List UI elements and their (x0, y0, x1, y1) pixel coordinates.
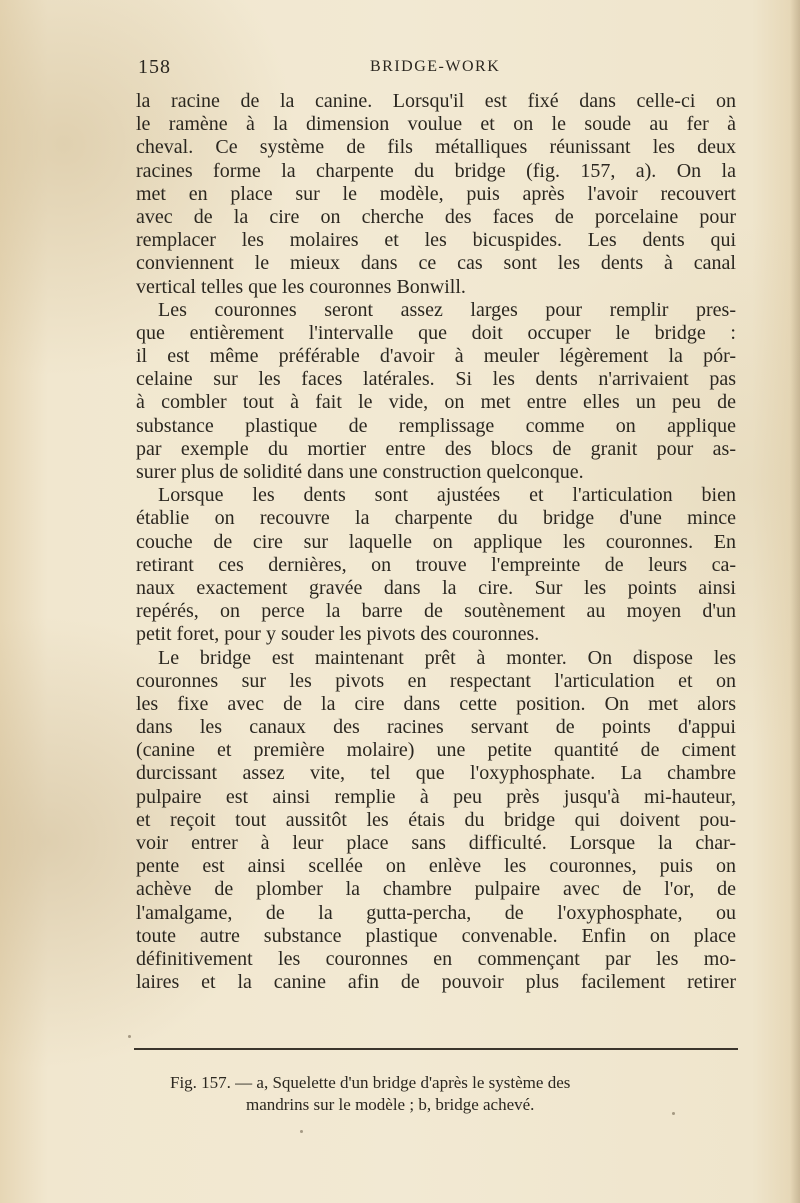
text-line: repérés, on perce la barre de soutènement au moyen d'un (136, 600, 736, 623)
text-line: surer plus de solidité dans une construction quelconque. (136, 461, 584, 483)
text-line: Les couronnes seront assez larges pour remplir pres- (158, 298, 736, 321)
text-line: retirant ces dernières, on trouve l'empreinte de leurs ca- (136, 553, 736, 576)
text-line: dans les canaux des racines servant de points d'appui (136, 716, 736, 739)
caption-line: mandrins sur le modèle ; b, bridge achevé. (246, 1095, 535, 1114)
text-line: couche de cire sur laquelle on applique les couronnes. En (136, 530, 736, 553)
text-line: vertical telles que les couronnes Bonwill. (136, 275, 466, 298)
text-line: durcissant assez vite, tel que l'oxyphosphate. La chambre (136, 762, 736, 785)
text-line: et reçoit tout aussitôt les étais du bridge qui doivent pou- (136, 808, 736, 831)
text-line: établie on recouvre la charpente du bridge d'une mince (136, 507, 736, 530)
paper-speck (300, 1130, 303, 1133)
text-line: laires et la canine afin de pouvoir plus facilement retirer (136, 971, 736, 994)
text-line: pulpaire est ainsi remplie à peu près jusqu'à mi-hauteur, (136, 785, 736, 808)
text-line: achève de plomber la chambre pulpaire avec de l'or, de (136, 878, 736, 901)
text-line: voir entrer à leur place sans difficulté. Lorsque la char- (136, 832, 736, 854)
text-line: naux exactement gravée dans la cire. Sur les points ainsi (136, 576, 736, 599)
page-edge-shadow (790, 0, 800, 1203)
text-line: par exemple du mortier entre des blocs de granit pour as- (136, 437, 736, 460)
text-line: substance plastique de remplissage comme on applique (136, 414, 736, 437)
text-line: couronnes sur les pivots en respectant l'articulation et on (136, 669, 736, 692)
caption-line: Fig. 157. — a, Squelette d'un bridge d'après le système des (170, 1073, 571, 1092)
text-line: conviennent le mieux dans ce cas sont les dents à canal (136, 252, 736, 275)
text-line: cheval. Ce système de fils métalliques réunissant les deux (136, 136, 736, 159)
running-head: BRIDGE-WORK (370, 58, 501, 75)
text-line: Le bridge est maintenant prêt à monter. On dispose les (158, 646, 736, 669)
paper-speck (672, 1112, 675, 1115)
body-text (136, 90, 736, 994)
text-line: définitivement les couronnes en commençant par les mo- (136, 947, 736, 970)
text-line: remplacer les molaires et les bicuspides. Les dents qui (136, 229, 736, 252)
text-line: le ramène à la dimension voulue et on le soude au fer à (136, 113, 736, 136)
text-line: l'amalgame, de la gutta-percha, de l'oxyphosphate, ou (136, 901, 736, 924)
text-line: toute autre substance plastique convenable. Enfin on place (136, 924, 736, 947)
text-line: pente est ainsi scellée on enlève les couronnes, puis on (136, 855, 736, 878)
text-line: met en place sur le modèle, puis après l'avoir recouvert (136, 182, 736, 205)
text-line: celaine sur les faces latérales. Si les dents n'arrivaient pas (136, 368, 736, 391)
text-line: petit foret, pour y souder les pivots des couronnes. (136, 623, 540, 646)
figure-rule (134, 1048, 738, 1050)
page-header (138, 52, 738, 82)
text-line: que entièrement l'intervalle que doit occuper le bridge : (136, 321, 736, 344)
figure-caption (170, 1072, 710, 1116)
text-line: (canine et première molaire) une petite quantité de ciment (136, 739, 736, 762)
text-line: il est même préférable d'avoir à meuler légèrement la pór- (136, 345, 736, 368)
text-line: racines forme la charpente du bridge (fig. 157, a). On la (136, 159, 736, 182)
text-line: à combler tout à fait le vide, on met entre elles un peu de (136, 391, 736, 414)
text-line: les fixe avec de la cire dans cette position. On met alors (136, 692, 736, 715)
text-line: la racine de la canine. Lorsqu'il est fixé dans celle-ci on (136, 90, 736, 112)
page-number: 158 (138, 56, 171, 78)
text-line: Lorsque les dents sont ajustées et l'articulation bien (158, 484, 736, 507)
paper-speck (128, 1035, 131, 1038)
text-line: avec de la cire on cherche des faces de porcelaine pour (136, 205, 736, 228)
